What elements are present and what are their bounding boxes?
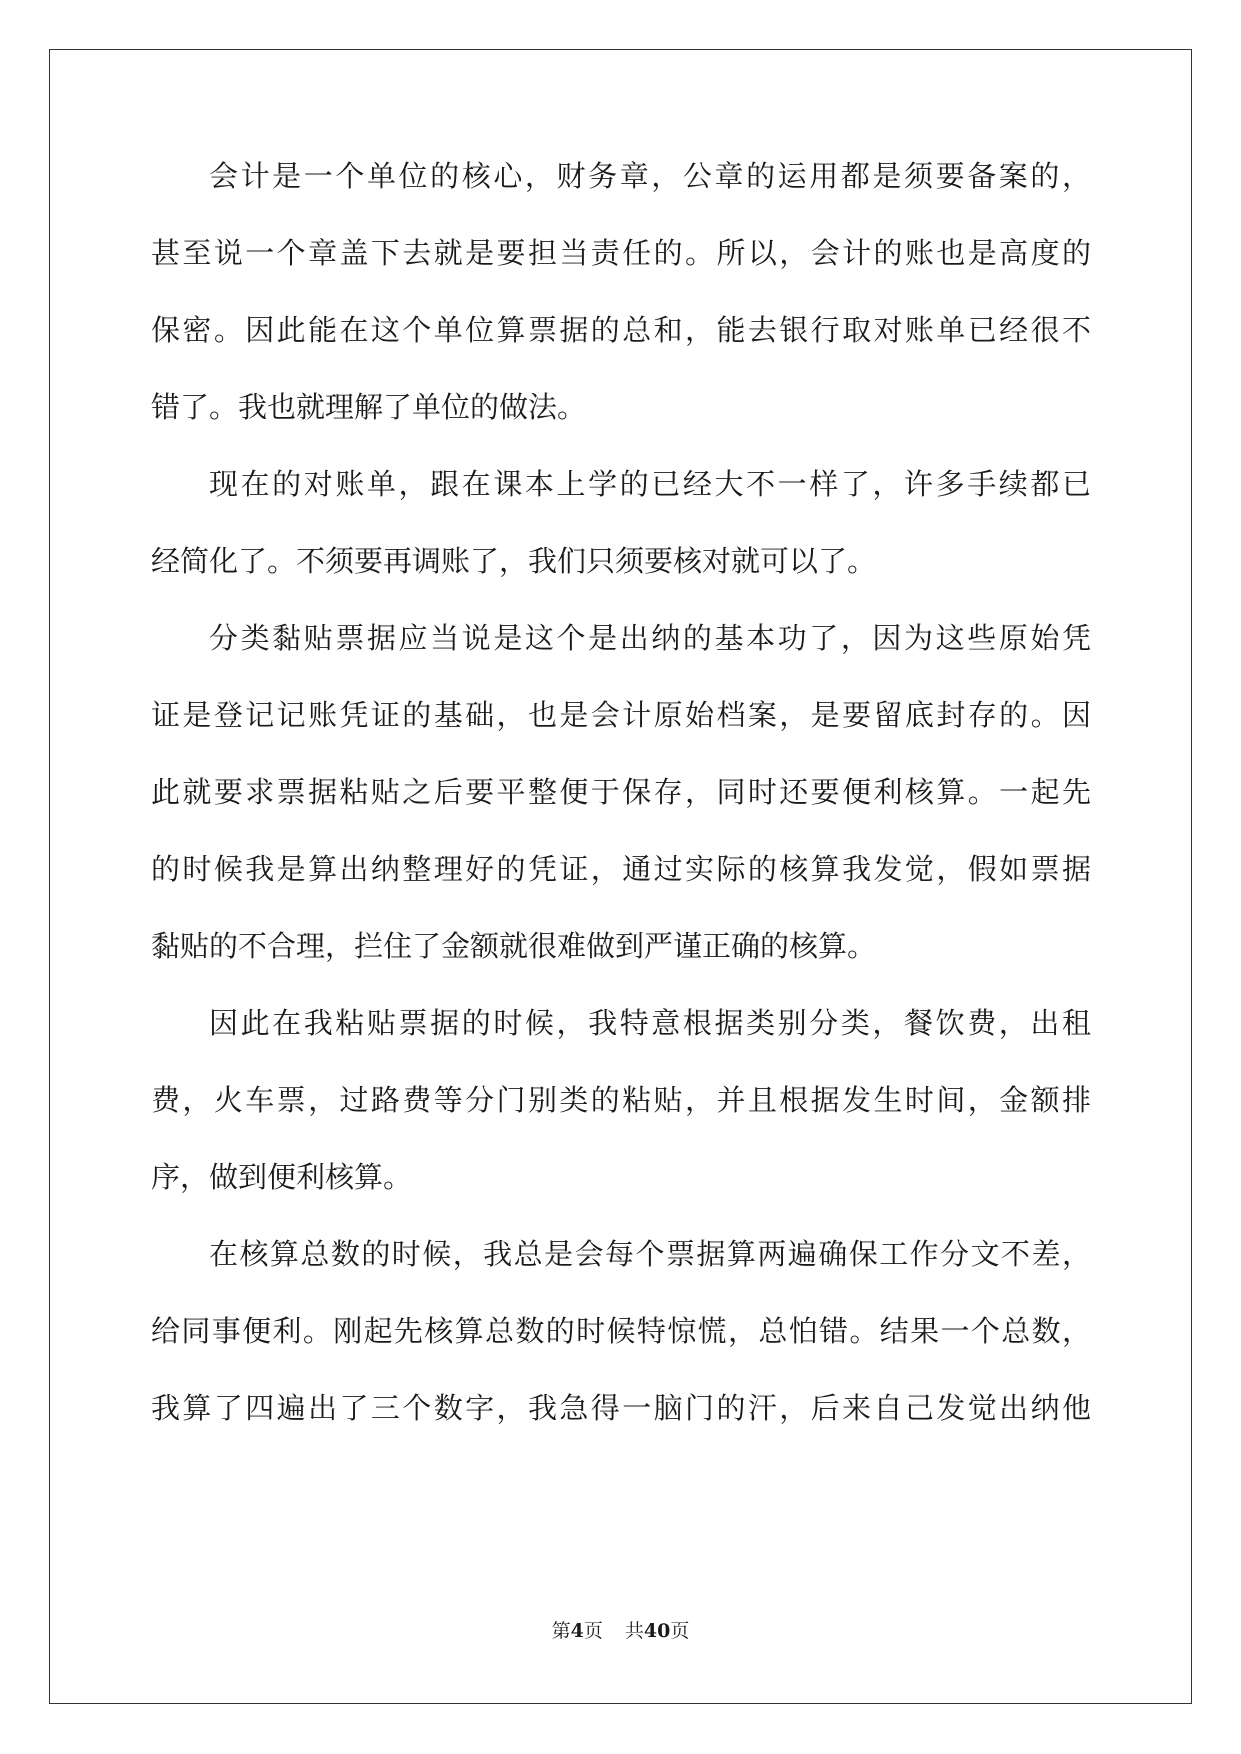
paragraph-line: 因此在我粘贴票据的时候，我特意根据类别分类，餐饮费，出租 (209, 1006, 1091, 1040)
paragraph-line: 此就要求票据粘贴之后要平整便于保存，同时还要便利核算。一起先 (151, 775, 1091, 809)
paragraph-line: 保密。因此能在这个单位算票据的总和，能去银行取对账单已经很不 (151, 313, 1091, 347)
paragraph-line: 黏贴的不合理，拦住了金额就很难做到严谨正确的核算。 (151, 929, 877, 963)
paragraph-line: 甚至说一个章盖下去就是要担当责任的。所以，会计的账也是高度的 (151, 236, 1091, 270)
paragraph-line: 错了。我也就理解了单位的做法。 (151, 390, 587, 424)
paragraph-line: 分类黏贴票据应当说是这个是出纳的基本功了，因为这些原始凭 (209, 621, 1091, 655)
paragraph-line: 我算了四遍出了三个数字，我急得一脑门的汗，后来自己发觉出纳他 (151, 1391, 1091, 1425)
page-footer (0, 1616, 1241, 1643)
page-number: 4 (570, 1620, 584, 1642)
paragraph-line: 的时候我是算出纳整理好的凭证，通过实际的核算我发觉，假如票据 (151, 852, 1091, 886)
paragraph-line: 证是登记记账凭证的基础，也是会计原始档案，是要留底封存的。因 (151, 698, 1091, 732)
paragraph-line: 会计是一个单位的核心，财务章，公章的运用都是须要备案的， (209, 159, 1091, 193)
page-prefix: 第 (551, 1620, 571, 1642)
paragraph-line: 经简化了。不须要再调账了，我们只须要核对就可以了。 (151, 544, 877, 578)
page-unit: 页 (583, 1620, 603, 1642)
total-prefix: 共 (624, 1620, 644, 1642)
paragraph-line: 序，做到便利核算。 (151, 1160, 413, 1194)
total-pages: 40 (643, 1620, 671, 1642)
paragraph-line: 给同事便利。刚起先核算总数的时候特惊慌，总怕错。结果一个总数， (151, 1314, 1091, 1348)
paragraph-line: 在核算总数的时候，我总是会每个票据算两遍确保工作分文不差， (209, 1237, 1091, 1271)
total-unit: 页 (670, 1620, 690, 1642)
paragraph-line: 费，火车票，过路费等分门别类的粘贴，并且根据发生时间，金额排 (151, 1083, 1091, 1117)
paragraph-line: 现在的对账单，跟在课本上学的已经大不一样了，许多手续都已 (209, 467, 1091, 501)
document-body (151, 159, 1091, 1471)
